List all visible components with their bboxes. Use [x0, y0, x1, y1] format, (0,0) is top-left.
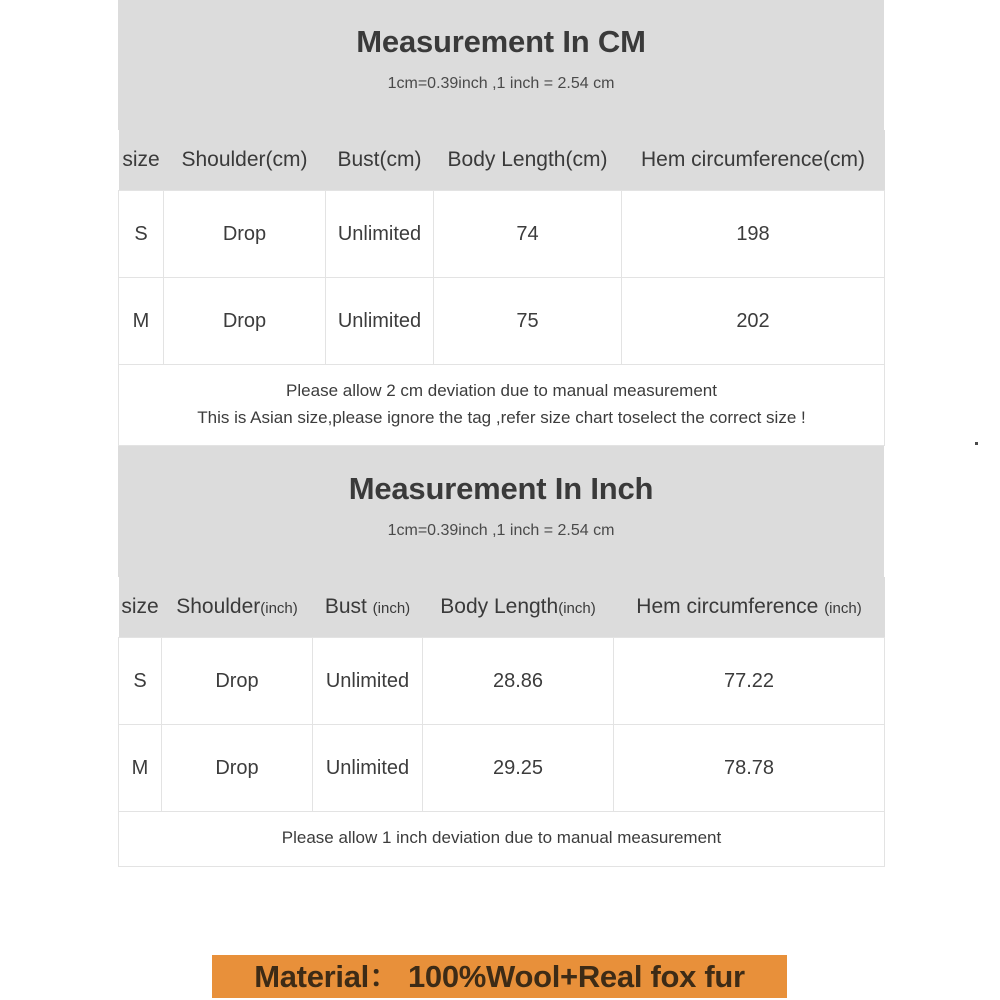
image-artifact-speck: [975, 442, 978, 445]
inch-header-body-length-label: Body Length: [440, 595, 559, 619]
inch-row1-bust: Unlimited: [313, 725, 423, 812]
inch-section-header-band: [118, 446, 884, 577]
inch-header-body-length-unit: (inch): [558, 600, 596, 618]
cm-header-size: size: [119, 130, 164, 191]
cm-note-line-1: Please allow 2 cm deviation due to manual measurement: [286, 381, 717, 400]
cm-note-cell: [119, 365, 885, 446]
cm-row0-size: S: [119, 191, 164, 278]
table-row: [119, 725, 885, 812]
inch-row1-body-length: 29.25: [423, 725, 614, 812]
inch-header-shoulder-label: Shoulder: [176, 595, 261, 619]
cm-row1-shoulder: Drop: [164, 278, 326, 365]
cm-note-row: [119, 365, 885, 446]
cm-header-body-length: Body Length(cm): [434, 130, 622, 191]
inch-row1-shoulder: Drop: [162, 725, 313, 812]
inch-row0-body-length: 28.86: [423, 638, 614, 725]
inch-note-line-1: Please allow 1 inch deviation due to manual measurement: [281, 828, 722, 848]
inch-size-table: [118, 577, 885, 866]
material-banner: Material： 100%Wool+Real fox fur: [212, 955, 787, 998]
cm-row1-size: M: [119, 278, 164, 365]
cm-header-hem: Hem circumference(cm): [622, 130, 885, 191]
inch-header-hem-label: Hem circumference: [636, 595, 825, 619]
cm-row1-bust: Unlimited: [326, 278, 434, 365]
cm-row0-shoulder: Drop: [164, 191, 326, 278]
cm-section-subtitle: 1cm=0.39inch ,1 inch = 2.54 cm: [387, 75, 615, 92]
cm-header-shoulder: Shoulder(cm): [164, 130, 326, 191]
inch-row1-size: M: [119, 725, 162, 812]
inch-header-shoulder: [162, 577, 313, 638]
inch-section-subtitle: 1cm=0.39inch ,1 inch = 2.54 cm: [387, 522, 615, 540]
inch-note-cell: [119, 812, 885, 866]
cm-section-title: Measurement In CM: [356, 24, 646, 59]
table-row: [119, 191, 885, 278]
cm-size-table: [118, 130, 885, 446]
cm-note-line-2: This is Asian size,please ignore the tag ,refer size chart toselect the correct size !: [197, 408, 806, 428]
cm-section-header-band: [118, 0, 884, 130]
cm-row0-bust: Unlimited: [326, 191, 434, 278]
inch-header-size: size: [119, 577, 162, 638]
inch-section-title: Measurement In Inch: [348, 471, 654, 507]
cm-table-header-row: [119, 130, 885, 191]
inch-header-bust-label: Bust: [324, 595, 373, 619]
inch-header-body-length: [423, 577, 614, 638]
cm-row1-hem: 202: [622, 278, 885, 365]
inch-row0-bust: Unlimited: [313, 638, 423, 725]
inch-header-bust: [313, 577, 423, 638]
inch-note-row: [119, 812, 885, 866]
cm-header-bust: Bust(cm): [326, 130, 434, 191]
inch-row0-shoulder: Drop: [162, 638, 313, 725]
inch-row0-size: S: [119, 638, 162, 725]
inch-header-shoulder-unit: (inch): [260, 600, 298, 618]
inch-header-hem: [614, 577, 885, 638]
inch-row0-hem: 77.22: [614, 638, 885, 725]
cm-row0-body-length: 74: [434, 191, 622, 278]
size-chart-sheet: [118, 0, 884, 867]
inch-table-header-row: [119, 577, 885, 638]
inch-header-hem-unit: (inch): [824, 600, 862, 618]
inch-header-bust-unit: (inch): [372, 600, 411, 618]
table-row: [119, 278, 885, 365]
cm-row0-hem: 198: [622, 191, 885, 278]
cm-row1-body-length: 75: [434, 278, 622, 365]
table-row: [119, 638, 885, 725]
inch-row1-hem: 78.78: [614, 725, 885, 812]
